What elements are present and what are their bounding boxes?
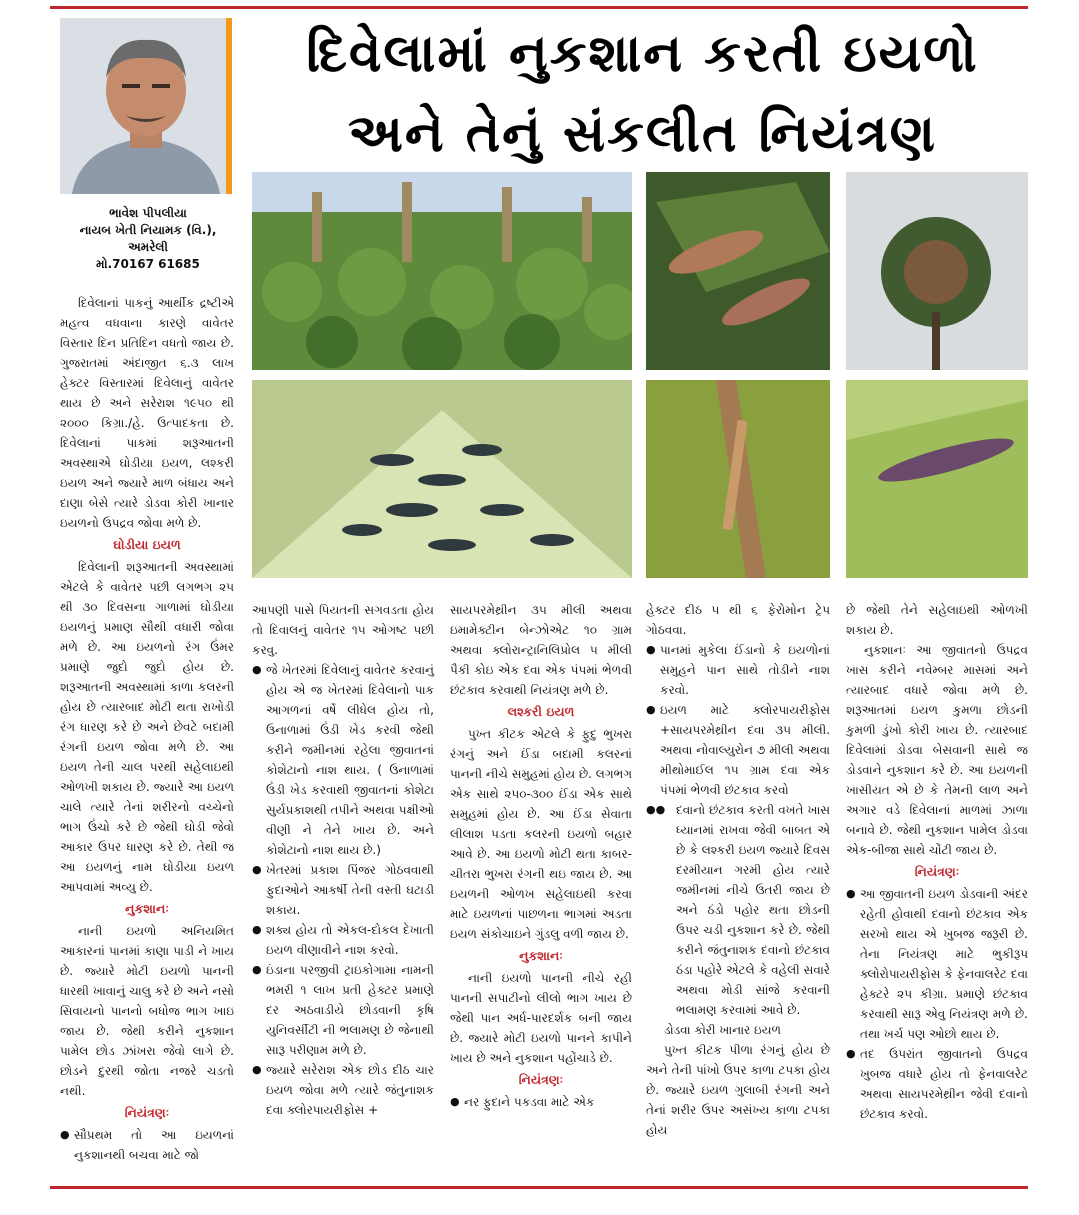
control-bullet: ● શક્ય હોય તો એકલ-દોકલ દેખાતી ઇયળ વીણાવીને નાશ કરવો. <box>252 920 434 960</box>
damaged-capsule-photo <box>846 172 1028 370</box>
headline <box>255 14 1030 174</box>
paragraph: છે જેથી તેને સહેલાઇથી ઓળખી શકાય છે. <box>846 603 1028 637</box>
control-bullet: ● પાનમાં મુકેલા ઈંડાનો કે ઇયળોનાં સમુહને પાન સાથે તોડીને નાશ કરવો. <box>646 640 830 700</box>
article-column-5 <box>846 600 1028 1124</box>
section-heading-control: નિયંત્રણઃ <box>914 864 960 879</box>
ghodiya-paragraph: દિવેલાની શરૂઆતની અવસ્થામાં એટલે કે વાવેતર પછી લગભગ ૨૫ થી ૩૦ દિવસના ગાળામાં ઘોડીયા ઇયળનું પ્રમાણ સૌથી વધારી જોવા મળે છે. આ ઇયળનો રંગ ઉંમર પ્રમાણે જુદો જુદો હોય છે. શરૂઆતની અવસ્થામાં કાળા કલરની હોય છે ત્યારબાદ મોટી થતા રાખોડી રંગ ધારણ કરે છે અને છેવટે બદામી રંગની ઇયળ જોવા મળે છે. આ ઇયળ તેની ચાલ પરથી સહેલાઇથી ઓળખી શકાય છે. જ્યારે આ ઇયળ ચાલે ત્યારે તેનાં શરીરનો વચ્ચેનો ભાગ ઉંચો કરે છે જેથી ઘોડી જેવો આકાર ઉપર ધારણ કરે છે. તેથી જ આ ઇયળનું નામ ઘોડીયા ઇયળ આપવામાં અવ્યુ છે. <box>60 560 234 894</box>
section-heading-army: લશ્કરી ઇયળ <box>507 704 575 719</box>
intro-paragraph: દિવેલાનાં પાકનું આર્થીક દ્રષ્ટીએ મહત્વ વધવાના કારણે વાવેતર વિસ્તાર દિન પ્રતિદિન વધતો જાય છે. ગુજરાતમાં અંદાજીત ૬.૩ લાખ હેક્ટર વિસ્તારમાં દિવેલાનું વાવેતર થાય છે અને સરેરાશ ૧૯૫૦ થી ૨૦૦૦ કિગ્રા./હે. ઉત્પાદકતા છે. દિવેલાનાં પાકમાં શરૂઆતની અવસ્થાએ ઘોડીયા ઇયળ, લશ્કરી ઇયળ અને જ્યારે માળ બંધાય અને દાણા બેસે ત્યારે ડોડવા કોરી ખાનાર ઇયળનો ઉપદ્રવ જોવા મળે છે. <box>60 296 234 530</box>
top-rule <box>50 6 1028 9</box>
headline-line1: દિવેલામાં નુકશાન કરતી ઇયળો <box>306 24 979 84</box>
article-column-2 <box>252 600 434 1120</box>
control-bullet: ● નર ફુદાને પકડવા માટે એક <box>450 1092 632 1112</box>
section-heading-ghodiya: ઘોડીયા ઇયળ <box>113 537 181 552</box>
control-bullet: ● ઇંડાના પરજીવી ટ્રાઇકોગામા નામની ભમરી ૧ લાખ પ્રતી હેક્ટર પ્રમાણે દર અઠવાડીયે છોડવાની કૃષિ યુનિવર્સીટી ની ભલામણ છે જેનાથી સારૂ પરીણામ મળે છે. <box>252 960 434 1060</box>
section-heading-borer: ડોડવા કોરી ખાનાર ઇયળ <box>664 1023 781 1037</box>
author-name: ભાવેશ પીપલીયા <box>109 206 187 220</box>
section-heading-damage: નુકશાનઃ <box>125 901 169 916</box>
author-designation: નાયબ ખેતી નિયામક (વિ.), <box>79 223 217 237</box>
author-place: અમરેલી <box>128 240 168 254</box>
paragraph: સાયપરમેથ્રીન ૩૫ મીલી અથવા ઇમામેક્ટીન બેન્ઝોએટ ૧૦ ગ્રામ અથવા ક્લોરાન્ટ્રાનિલિપ્રોલ ૫ મીલી પૈકી કોઇ એક દવા એક પંપમાં ભેળવી છંટકાવ કરવાથી નિયંત્રણ મળે છે. <box>450 603 632 697</box>
damage-paragraph: નાની ઇયળો પાનની નીચે રહી પાનની સપાટીનો લીલો ભાગ ખાય છે જેથી પાન અર્ધ-પારદર્શક બની જાય છે. જ્યારે મોટી ઇયળો પાનને કાપીને ખાય છે અને નુકશાન પહોંચાડે છે. <box>450 971 632 1065</box>
looper-on-stem-photo <box>646 380 830 578</box>
author-phone: મો.70167 61685 <box>96 257 200 271</box>
control-bullet: ●● દવાનો છંટકાવ કરતી વખતે ખાસ ધ્યાનમાં રાખવા જેવી બાબત એ છે કે લશ્કરી ઇયળ જ્યારે દિવસ દરમીયાન ગરમી હોય ત્યારે જમીનમાં નીચે ઉતરી જાય છે અને ઠંડો પહોર થતા છોડની ઉપર ચડી નુકશાન કરે છે. જેથી કરીને જંતુનાશક દવાનો છંટકાવ ઠંડા પહોરે એટલે કે વહેલી સવારે અથવા મોડી સાંજે કરવાની ભલામણ કરવામાં આવે છે. <box>646 800 830 1020</box>
bottom-rule <box>50 1186 1028 1189</box>
headline-line2: અને તેનું સંકલીત નિયંત્રણ <box>347 104 938 164</box>
article-column-1 <box>60 293 234 1165</box>
control-bullet: ● સૌપ્રથમ તો આ ઇયળનાં નુકશાનથી બચવા માટે જો <box>60 1125 234 1165</box>
control-bullet: ● આ જીવાતની ઇયળ ડોડવાની અંદર રહેતી હોવાથી દવાનો છંટકાવ એક સરખો થાય એ ખુબજ જરૂરી છે. તેના નિયંત્રણ માટે ભુકીરૂપ ક્લોરોપાયરીફોસ કે ફેનવાલરેટ દવા હેક્ટરે ૨૫ કીગ્રા. પ્રમાણે છંટકાવ કરવાથી સારૂ એવુ નિયંત્રણ મળે છે. તથા ખર્ચ પણ ઓછો થાય છે. <box>846 884 1028 1044</box>
article-column-4 <box>646 600 830 1140</box>
paragraph: હેક્ટર દીઠ ૫ થી ૬ ફેરોમોન ટ્રેપ ગોઠવવા. <box>646 603 830 637</box>
borer-paragraph: પુખ્ત કીટક પીળા રંગનું હોય છે અને તેની પાંખો ઉપર કાળા ટપકા હોય છે. જ્યારે ઇયળ ગુલાબી રંગની અને તેનાં શરીર ઉપર અસંખ્ય કાળા ટપકા હોય <box>646 1043 830 1137</box>
armyworm-photo <box>846 380 1028 578</box>
control-bullet: ● ઇયળ માટે ક્લોરપાયરીફોસ +સાયપરમેથ્રીન દવા ૩૫ મીલી. અથવા નોવાલ્યુરોન ૭ મીલી અથવા મીથોમાઈલ ૧૫ ગ્રામ દવા એક પંપમાં ભેળવી છંટકાવ કરવો <box>646 700 830 800</box>
control-bullet: ● જે ખેતરમાં દિવેલાનું વાવેતર કરવાનું હોય એ જ ખેતરમાં દિવેલાનો પાક આગળનાં વર્ષે લીધેલ હોય તો, ઉનાળામાં ઉંડી ખેડ કરવી જેથી કરીને જમીનમાં રહેલા જીવાતનાં કોશેટાનો નાશ થાય. ( ઉનાળામાં ઉંડી ખેડ કરવાથી જીવાતનાં કોશેટા સુર્યપ્રકાશથી તપીને અથવા પક્ષીઓ વીણી ને તેને ખાય છે. અને કોશેટાનો નાશ થાય છે.) <box>252 660 434 860</box>
section-heading-damage: નુકશાનઃ <box>519 948 563 963</box>
article-column-3 <box>450 600 632 1112</box>
control-bullet: ● તદ ઉપરાંત જીવાતનો ઉપદ્રવ ખુબજ વધારે હોય તો ફેનવાલરેટ અથવા સાયપરમેથ્રીન જેવી દવાનો છંટકાવ કરવો. <box>846 1044 1028 1124</box>
castor-field-photo <box>252 172 632 370</box>
army-paragraph: પુખ્ત કીટક એટલે કે ફુદુ ભુખરા રંગનું અને ઈંડા બદામી કલરનાં પાનની નીચે સમુહમાં હોય છે. લગભગ એક સાથે ૨૫૦-૩૦૦ ઈંડા એક સાથે સમુહમાં હોય છે. આ ઈંડા સેવાતા લીલાશ પડતા કલરની ઇયળો બહાર આવે છે. આ ઇયળો મોટી થતા કાબર-ચીતરા ભુખરા રંગની થઇ જાય છે. આ ઇયળની ઓળખ સહેલાઇથી કરવા માટે ઇયળનાં પાછળના ભાગમાં અડતા ઇયળ સંકોચાઇને ગુંડલુ વળી જાય છે. <box>450 727 632 941</box>
paragraph: આપણી પાસે પિયતની સગવડતા હોય તો દિવાલનું વાવેતર ૧૫ ઓગષ્ટ પછી કરવુ. <box>252 603 434 657</box>
larvae-on-leaf-photo <box>252 380 632 578</box>
control-bullet: ● જ્યારે સરેરાશ એક છોડ દીઠ ચાર ઇયળ જોવા મળે ત્યારે જંતુનાશક દવા ક્લોરપાયરીફોસ + <box>252 1060 434 1120</box>
damage-paragraph: નુકશાનઃ આ જીવાતનો ઉપદ્રવ ખાસ કરીને નવેમ્બર માસમાં અને ત્યારબાદ વધારે જોવા મળે છે. શરૂઆતમાં ઇયળ કુમળા છોડની કુમળી ડુંખો કોરી ખાય છે. ત્યારબાદ દિવેલામાં ડોડવા બેસવાની સાથે જ ડોડવાને નુકશાન કરે છે. આ ઇયળની ખાસીયત એ છે કે તેમની લાળ અને અગાર વડે દિવેલાનાં માળમાં ઝાળા બનાવે છે. જેથી નુકશાન પામેલ ડોડવા એક-બીજા સાથે ચોંટી જાય છે. <box>846 643 1028 857</box>
author-photo <box>60 18 232 194</box>
section-heading-control: નિયંત્રણઃ <box>518 1072 564 1087</box>
control-bullet: ● ખેતરમાં પ્રકાશ પિંજર ગોઠવવાથી ફુદાઓને આકર્ષી તેની વસ્તી ઘટાડી શકાય. <box>252 860 434 920</box>
author-info <box>60 205 236 273</box>
caterpillar-pair-photo <box>646 172 830 370</box>
section-heading-control: નિયંત્રણઃ <box>124 1105 170 1120</box>
damage-paragraph: નાની ઇયળો અનિયમિત આકારનાં પાનમાં કાણા પાડી ને ખાય છે. જ્યારે મોટી ઇયળો પાનની ધારથી ખાવાનું ચાલુ કરે છે અને નસો સિવાયનો પાનનો બધોજ ભાગ ખાઇ જાય છે. જેથી કરીને નુકશાન પામેલ છોડ ઝાંખરા જેવો લાગે છે. છોડને દુરથી જોતા નજરે ચડતો નથી. <box>60 924 234 1098</box>
